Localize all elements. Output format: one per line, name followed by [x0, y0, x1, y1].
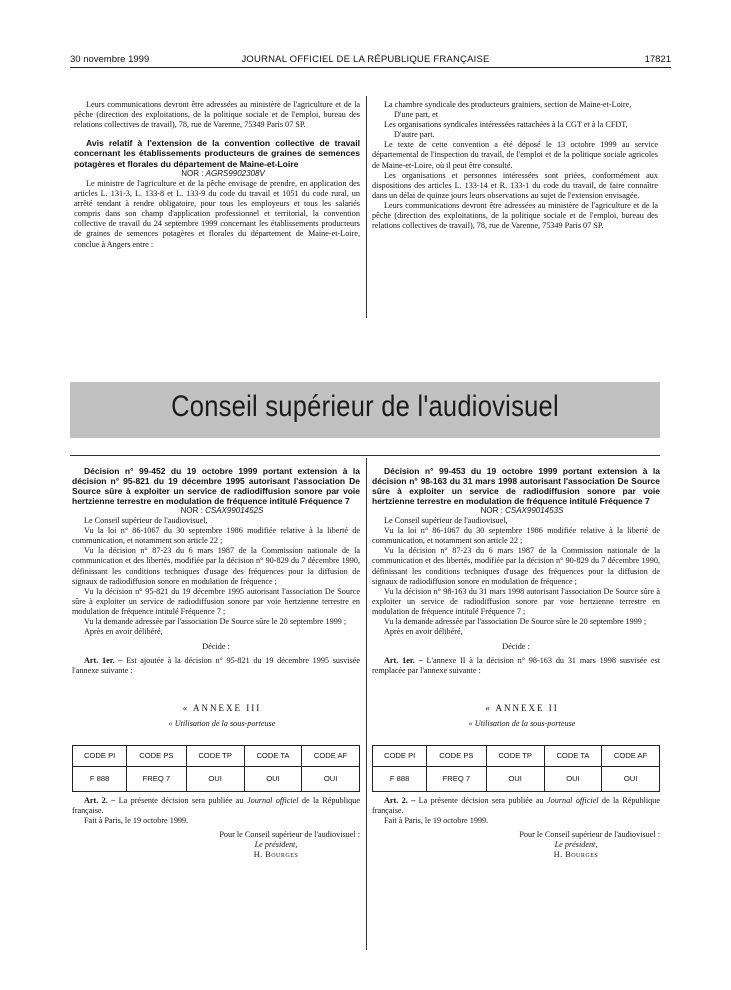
- article-1: [72, 656, 360, 676]
- table-cell: F 888: [373, 766, 427, 791]
- article-2: [372, 796, 660, 816]
- page-header: [60, 54, 671, 68]
- fait-a-paris: Fait à Paris, le 19 octobre 1999.: [384, 815, 489, 825]
- paragraph: Vu la demande adressée par l'association De Source sûre le 20 septembre 1999 ;: [384, 617, 647, 627]
- nor-label: NOR :: [480, 506, 503, 515]
- frequency-table: [72, 745, 360, 792]
- section-rule: [70, 455, 660, 456]
- top-right-column: [372, 100, 658, 231]
- nor-code: CSAX9901453S: [505, 506, 564, 515]
- table-cell: FREQ 7: [127, 766, 186, 791]
- table-cell: F 888: [73, 766, 127, 791]
- header-page-number: 17821: [644, 54, 671, 65]
- paragraph: Vu la demande adressée par l'association De Source sûre le 20 septembre 1999 ;: [84, 617, 347, 627]
- section-banner: [70, 382, 660, 438]
- decision-title: Décision n° 99-452 du 19 octobre 1999 portant extension à la décision n° 95-821 du 19 décembre 1995 autorisant l'association De Source sûre à exploiter un service de radiodiffusion sonore par voie hertzienne terrestre en modulation de fréquence intitulé Fréquence 7: [72, 466, 360, 506]
- article-2: [72, 796, 360, 816]
- signature-president: [372, 840, 660, 850]
- signatory: H. Bourges: [253, 850, 299, 860]
- nor-code: AGRS9902308V: [205, 168, 265, 178]
- president-label: Le président,: [554, 840, 598, 850]
- table-row: [373, 766, 660, 791]
- paragraph: Les organisations syndicales intéressées rattachées à la CGT et à la CFDT,: [384, 120, 628, 130]
- paragraph: Le Conseil supérieur de l'audiovisuel,: [384, 516, 508, 526]
- article-1-text: L'annexe II à la décision n° 98-163 du 31 mars 1998 susvisée est remplacée par l'annexe suivante :: [372, 656, 660, 676]
- top-left-column: [74, 100, 360, 250]
- paragraph: Leurs communications devront être adressées au ministère de l'agriculture et de la pêche (direction des exploitations, de la politique sociale et de l'emploi, bureau des relations collectives de travail), 78, rue de Varenne, 75349 Paris 07 SP.: [372, 200, 658, 231]
- table-header: CODE AF: [302, 745, 360, 766]
- paragraph: Après en avoir délibéré,: [84, 627, 163, 637]
- table-cell: OUI: [602, 766, 660, 791]
- table-cell: FREQ 7: [427, 766, 486, 791]
- paragraph: La chambre syndicale des producteurs grainiers, section de Maine-et-Loire,: [384, 100, 632, 109]
- journal-officiel: Journal officiel: [246, 795, 299, 805]
- article-2-heading: Art. 2. –: [84, 795, 116, 805]
- paragraph: Le texte de cette convention a été déposé le 13 octobre 1999 au service départemental de l'inspection du travail, de l'emploi et de la politique sociale agricoles de Maine-et-Loire, où il peut être consulté.: [372, 140, 658, 170]
- paragraph: D'autre part.: [394, 130, 435, 140]
- paragraph: Après en avoir délibéré,: [384, 627, 463, 637]
- table-header: CODE TA: [544, 745, 601, 766]
- paragraph: Vu la loi n° 86-1067 du 30 septembre 1986 modifiée relative à la liberté de communication, et notamment son article 22 ;: [372, 526, 660, 546]
- column-divider: [366, 458, 367, 950]
- annexe-heading: « ANNEXE III: [182, 702, 262, 713]
- frequency-table: [372, 745, 660, 792]
- paragraph: Vu la loi n° 86-1067 du 30 septembre 1986 modifiée relative à la liberté de communication, et notamment son article 22 ;: [72, 526, 360, 546]
- table-row: [73, 766, 360, 791]
- journal-officiel: Journal officiel: [546, 795, 599, 805]
- decision-left: [72, 466, 360, 860]
- signatory: H. Bourges: [553, 850, 599, 860]
- header-journal-title: JOURNAL OFFICIEL DE LA RÉPUBLIQUE FRANÇAISE: [241, 54, 490, 65]
- nor-line: [372, 506, 660, 516]
- decide: Décide :: [502, 642, 530, 652]
- article-1-heading: Art. 1er. –: [84, 656, 123, 666]
- header-date: 30 novembre 1999: [70, 54, 150, 65]
- nor-label: NOR :: [181, 168, 204, 178]
- nor-line: [72, 506, 360, 516]
- paragraph: Le ministre de l'agriculture et de la pêche envisage de prendre, en application des articles L. 131-3, L. 133-8 et L. 133-9 du code du travail et 1051 du code rural, un arrêté tendant à rendre obligatoire, pour tous les employeurs et tous les salariés compris dans son champ d'application professionnel et territorial, la convention collective de travail du 24 septembre 1999 concernant les établissements producteurs de graines de semences potagères et florales du département de Maine-et-Loire, conclue à Angers entre :: [74, 178, 360, 249]
- table-cell: OUI: [544, 766, 601, 791]
- table-header: CODE PI: [73, 745, 127, 766]
- column-divider: [366, 96, 367, 318]
- table-header: CODE TA: [244, 745, 301, 766]
- paragraph: Le Conseil supérieur de l'audiovisuel,: [84, 516, 208, 526]
- avis-title: Avis relatif à l'extension de la convention collective de travail concernant les établissements producteurs de graines de semences potagères et florales du département de Maine-et-Loire: [74, 138, 360, 169]
- table-header: CODE PS: [127, 745, 186, 766]
- paragraph: Vu la décision n° 87-23 du 6 mars 1987 de la Commission nationale de la communication et des libertés, modifiée par la décision n° 90-829 du 7 décembre 1990, définissant les conditions techniques d'usage des fréquences pour la diffusion de signaux de radiodiffusion sonore en modulation de fréquence ;: [372, 546, 660, 586]
- annexe-subtitle: « Utilisation de la sous-porteuse: [168, 718, 276, 728]
- paragraph: D'une part, et: [394, 110, 438, 120]
- annexe-subtitle: « Utilisation de la sous-porteuse: [468, 718, 576, 728]
- paragraph: Les organisations et personnes intéressées sont priées, conformément aux dispositions des articles L. 133-14 et R. 133-1 du code du travail, de faire connaître dans un délai de quinze jours leurs observations au sujet de l'extension envisagée.: [372, 170, 658, 200]
- paragraph: Vu la décision n° 98-163 du 31 mars 1998 autorisant l'association De Source sûre à exploiter un service de radiodiffusion sonore par voie hertzienne terrestre en modulation de fréquence intitulé Fréquence 7 ;: [372, 586, 660, 616]
- signature-pour: Pour le Conseil supérieur de l'audiovisuel :: [219, 829, 360, 839]
- nor-label: NOR :: [180, 506, 203, 515]
- decision-right: [372, 466, 660, 860]
- signature-pour: Pour le Conseil supérieur de l'audiovisuel :: [519, 829, 660, 839]
- fait-a-paris: Fait à Paris, le 19 octobre 1999.: [84, 815, 189, 825]
- article-2-text-a: La présente décision sera publiée au: [118, 795, 244, 805]
- nor-line: [74, 169, 360, 179]
- article-1-text: Est ajoutée à la décision n° 95-821 du 19 décembre 1995 susvisée l'annexe suivante :: [72, 656, 360, 676]
- president-label: Le président,: [254, 840, 298, 850]
- table-header: CODE PS: [427, 745, 486, 766]
- section-banner-title: Conseil supérieur de l'audiovisuel: [171, 390, 559, 423]
- article-2-text-a: La présente décision sera publiée au: [418, 795, 544, 805]
- table-header-row: [73, 745, 360, 766]
- table-header: CODE TP: [486, 745, 544, 766]
- paragraph: Vu la décision n° 95-821 du 19 décembre 1995 autorisant l'association De Source sûre à exploiter un service de radiodiffusion sonore par voie hertzienne terrestre en modulation de fréquence intitulé Fréquence 7 ;: [72, 586, 360, 616]
- table-cell: OUI: [244, 766, 301, 791]
- decide: Décide :: [202, 642, 230, 652]
- table-header: CODE TP: [186, 745, 244, 766]
- article-1-heading: Art. 1er. –: [384, 656, 423, 666]
- table-header: CODE AF: [602, 745, 660, 766]
- annexe-heading: « ANNEXE II: [485, 702, 559, 713]
- paragraph: Vu la décision n° 87-23 du 6 mars 1987 de la Commission nationale de la communication et des libertés, modifiée par la décision n° 90-829 du 7 décembre 1990, définissant les conditions techniques d'usage des fréquences pour la diffusion de signaux de radiodiffusion sonore en modulation de fréquence ;: [72, 546, 360, 586]
- article-1: [372, 656, 660, 676]
- decision-title: Décision n° 99-453 du 19 octobre 1999 portant extension à la décision n° 98-163 du 31 mars 1998 autorisant l'association De Source sûre à exploiter un service de radiodiffusion sonore par voie hertzienne terrestre en modulation de fréquence intitulé Fréquence 7: [372, 466, 660, 506]
- article-2-text-b: de la République française.: [72, 795, 360, 815]
- signature-president: [72, 840, 360, 850]
- table-cell: OUI: [186, 766, 244, 791]
- table-cell: OUI: [302, 766, 360, 791]
- paragraph: Leurs communications devront être adressées au ministère de l'agriculture et de la pêche (direction des exploitations, de la politique sociale et de l'emploi, bureau des relations collectives de travail), 78, rue de Varenne, 75349 Paris 07 SP.: [74, 100, 360, 130]
- table-header: CODE PI: [373, 745, 427, 766]
- article-2-text-b: de la République française.: [372, 795, 660, 815]
- header-rule: [70, 67, 671, 68]
- nor-code: CSAX9901452S: [205, 506, 264, 515]
- table-cell: OUI: [486, 766, 544, 791]
- article-2-heading: Art. 2. –: [384, 795, 416, 805]
- table-header-row: [373, 745, 660, 766]
